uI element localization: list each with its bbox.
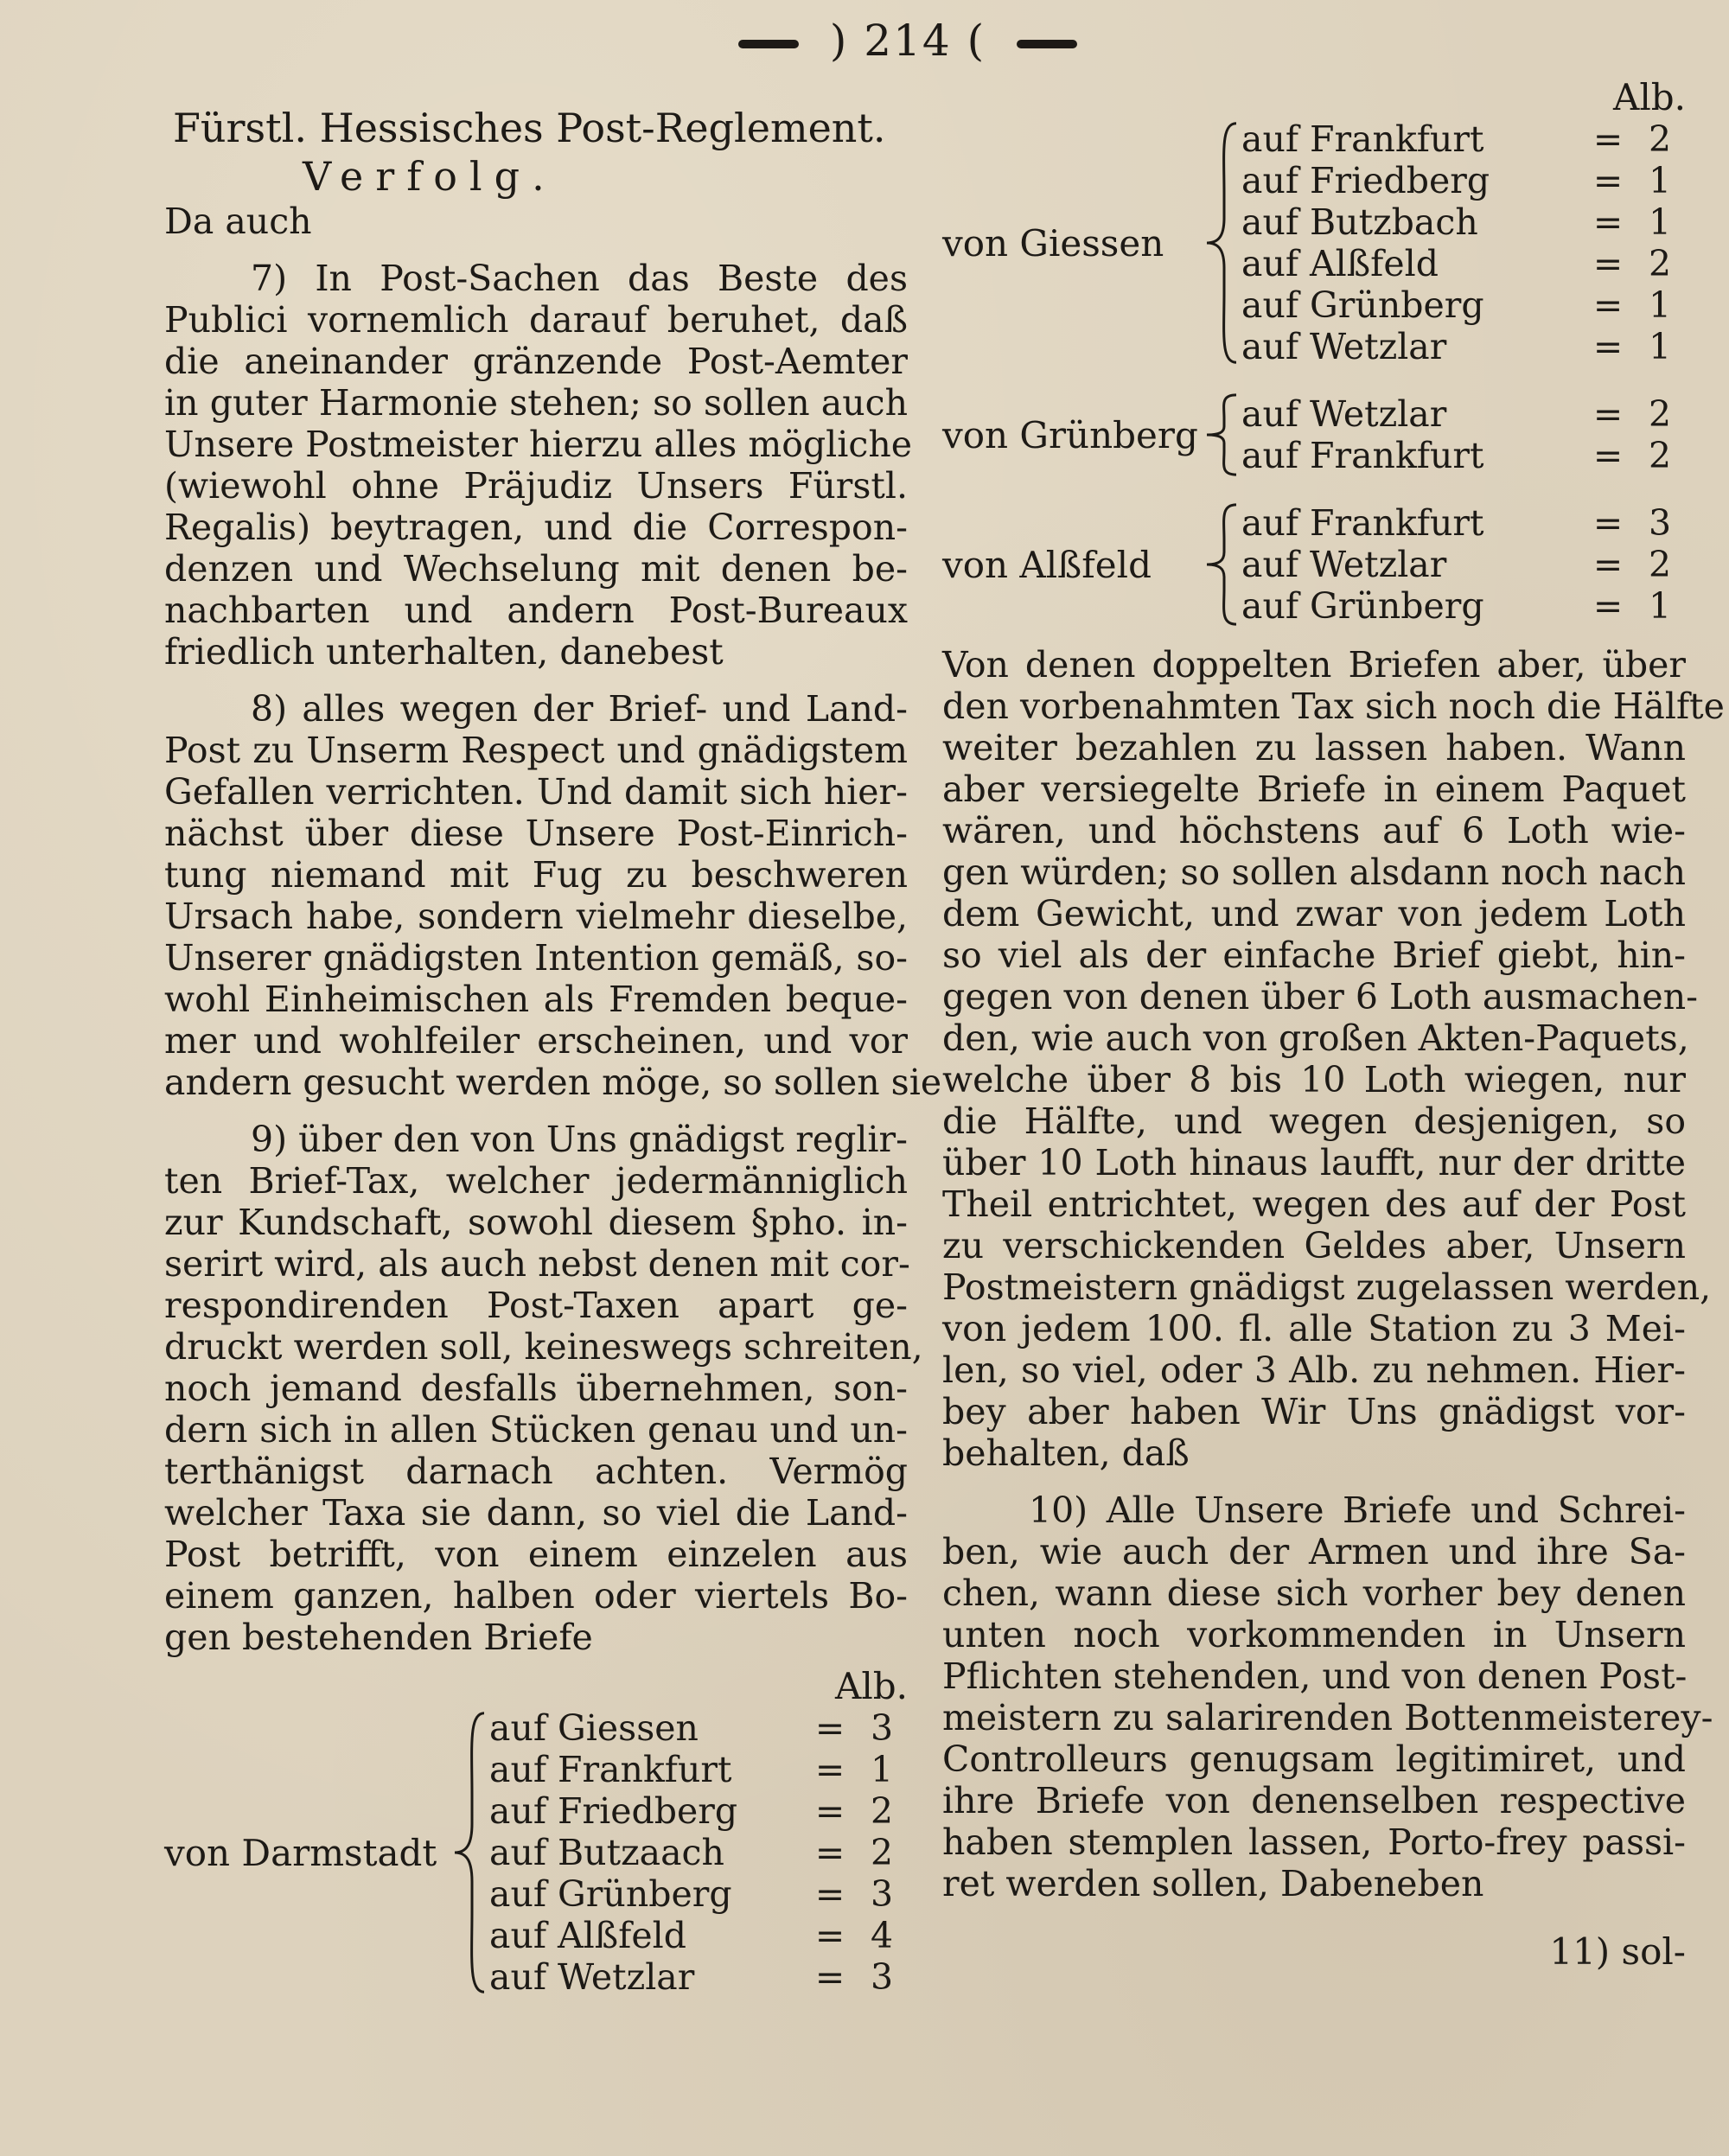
text-line: Regalis) beytragen, und die Correspon- — [164, 507, 908, 548]
text-line: Theil entrichtet, wegen des auf der Post — [942, 1183, 1686, 1225]
tariff-equals: = — [1592, 585, 1624, 627]
text-line: friedlich unterhalten, danebest — [164, 631, 724, 673]
tariff-destination: auf Grünberg — [489, 1873, 732, 1915]
tariff-equals: = — [814, 1832, 845, 1873]
text-line: Ursach habe, sondern vielmehr dieselbe, — [164, 896, 908, 937]
paragraph-gap — [164, 673, 908, 688]
tariff-origin: von Alßfeld — [942, 543, 1152, 586]
text-line: welcher Taxa sie dann, so viel die Land- — [164, 1492, 908, 1534]
text-line: die Hälfte, und wegen desjenigen, so — [942, 1100, 1686, 1142]
tariff-equals: = — [814, 1790, 845, 1832]
paragraph — [164, 688, 942, 1103]
tariff-row — [1241, 284, 1686, 326]
tariff-row — [1241, 243, 1686, 284]
text-line: weiter bezahlen zu lassen haben. Wann — [942, 727, 1686, 769]
text-line: Postmeistern gnädigst zugelassen werden, — [942, 1266, 1712, 1308]
tariff-brace — [1202, 502, 1241, 627]
text-line: (wiewohl ohne Präjudiz Unsers Fürstl. — [164, 465, 908, 507]
tariff-equals: = — [814, 1873, 845, 1915]
tariff-equals: = — [1592, 118, 1624, 160]
tariff-equals: = — [1592, 393, 1624, 435]
tariff-value: 3 — [870, 1956, 894, 1998]
text-line: Post zu Unserm Respect und gnädigstem — [164, 730, 908, 771]
right-column — [942, 76, 1725, 1973]
text-line: meistern zu salarirenden Bottenmeisterey- — [942, 1697, 1713, 1738]
left-column — [164, 104, 942, 1998]
text-line: über 10 Loth hinaus laufft, nur der dritte — [942, 1142, 1686, 1183]
tariff-equals: = — [1592, 160, 1624, 201]
tariff-origin: von Darmstadt — [164, 1831, 437, 1874]
catchword: 11) sol- — [1549, 1930, 1686, 1973]
tariff-equals: = — [814, 1749, 845, 1790]
tariff-value: 2 — [870, 1790, 894, 1832]
tariff-destination: auf Frankfurt — [1241, 118, 1484, 160]
tariff-destination: auf Alßfeld — [489, 1915, 686, 1956]
tariff-row — [1241, 435, 1686, 476]
tariff-destination: auf Giessen — [489, 1707, 699, 1749]
tariff-value: 2 — [1648, 544, 1672, 585]
tariff-destination: auf Grünberg — [1241, 284, 1484, 326]
text-line: chen, wann diese sich vorher bey denen — [942, 1572, 1686, 1614]
brace-icon — [450, 1707, 489, 1998]
text-line: bey aber haben Wir Uns gnädigst vor- — [942, 1391, 1686, 1432]
tariff-value: 3 — [870, 1873, 894, 1915]
tariff-gap — [942, 367, 1686, 393]
tariff-equals: = — [1592, 243, 1624, 284]
tariff-row — [1241, 585, 1686, 627]
text-line: len, so viel, oder 3 Alb. zu nehmen. Hier- — [942, 1349, 1686, 1391]
section-subtitle: Verfolg. — [303, 153, 557, 200]
paragraph-gap — [942, 1474, 1686, 1489]
text-line: unten noch vorkommenden in Unsern — [942, 1614, 1686, 1655]
text-line: Post betrifft, von einem einzelen aus — [164, 1534, 908, 1575]
text-line: Controlleurs genugsam legitimiret, und — [942, 1738, 1686, 1780]
text-line: so viel als der einfache Brief giebt, hin- — [942, 934, 1686, 976]
text-line: Da auch — [164, 201, 312, 242]
tariff-row — [1241, 201, 1686, 243]
tariff-equals: = — [1592, 502, 1624, 544]
text-line: denzen und Wechselung mit denen be- — [164, 548, 908, 590]
text-line: dem Gewicht, und zwar von jedem Loth — [942, 893, 1686, 934]
text-line: 9) über den von Uns gnädigst reglir- — [251, 1119, 908, 1160]
tariff-value: 1 — [1648, 585, 1672, 627]
text-line: tung niemand mit Fug zu beschweren — [164, 854, 908, 896]
paragraph — [164, 258, 913, 673]
page-number-dash-right — [1017, 40, 1077, 48]
text-line: Publici vornemlich darauf beruhet, daß — [164, 299, 908, 341]
paragraph — [164, 1119, 923, 1658]
tariff-brace — [450, 1707, 489, 1998]
brace-icon — [1202, 393, 1241, 476]
page-number-dash-left — [738, 40, 799, 48]
paragraph-gap — [164, 1103, 908, 1119]
tariff-destination: auf Friedberg — [489, 1790, 738, 1832]
tariff-row — [489, 1832, 908, 1873]
tariff-destination: auf Frankfurt — [1241, 502, 1484, 544]
tariff-equals: = — [1592, 284, 1624, 326]
page-number — [709, 16, 1107, 66]
paragraph — [942, 644, 1725, 1474]
tariff-equals: = — [1592, 326, 1624, 367]
text-line: noch jemand desfalls übernehmen, son- — [164, 1368, 908, 1409]
tariff-table-darmstadt — [164, 1707, 908, 1998]
tariff-destination: auf Wetzlar — [489, 1956, 695, 1998]
text-line: die aneinander gränzende Post-Aemter — [164, 341, 908, 382]
paragraph — [942, 1489, 1713, 1904]
tariff-unit-label: Alb. — [835, 1665, 908, 1707]
tariff-row — [1241, 160, 1686, 201]
text-line: Unsere Postmeister hierzu alles mögliche — [164, 424, 913, 465]
tariff-equals: = — [1592, 435, 1624, 476]
tariff-destination: auf Friedberg — [1241, 160, 1490, 201]
tariff-row — [1241, 326, 1686, 367]
text-line: welche über 8 bis 10 Loth wiegen, nur — [942, 1059, 1686, 1100]
brace-icon — [1202, 502, 1241, 627]
page-number-text: ) 214 ( — [829, 16, 986, 66]
tariff-rows — [489, 1707, 908, 1998]
tariff-gap — [942, 476, 1686, 502]
tariff-row — [1241, 393, 1686, 435]
tariff-value: 3 — [870, 1707, 894, 1749]
tariff-value: 4 — [870, 1915, 894, 1956]
text-line: respondirenden Post-Taxen apart ge- — [164, 1285, 908, 1326]
text-line: nachbarten und andern Post-Bureaux — [164, 590, 908, 631]
tariff-row — [1241, 118, 1686, 160]
tariff-value: 3 — [1648, 502, 1672, 544]
text-line: dern sich in allen Stücken genau und un- — [164, 1409, 908, 1451]
tariff-value: 1 — [1648, 160, 1672, 201]
paragraph — [164, 201, 908, 242]
tariff-destination: auf Wetzlar — [1241, 326, 1447, 367]
tariff-brace — [1202, 393, 1241, 476]
tariff-equals: = — [1592, 544, 1624, 585]
tariff-destination: auf Butzaach — [489, 1832, 724, 1873]
tariff-destination: auf Wetzlar — [1241, 544, 1447, 585]
text-line: in guter Harmonie stehen; so sollen auch — [164, 382, 908, 424]
section-title: Fürstl. Hessisches Post-Reglement. — [173, 105, 886, 151]
text-line: den, wie auch von großen Akten-Paquets, — [942, 1017, 1689, 1059]
text-line: wohl Einheimischen als Fremden beque- — [164, 979, 908, 1020]
text-line: behalten, daß — [942, 1432, 1190, 1474]
tariff-destination: auf Butzbach — [1241, 201, 1478, 243]
tariff-rows — [1241, 118, 1686, 367]
tariff-equals: = — [814, 1707, 845, 1749]
text-line: ret werden sollen, Dabeneben — [942, 1863, 1484, 1904]
text-line: terthänigst darnach achten. Vermög — [164, 1451, 908, 1492]
text-line: aber versiegelte Briefe in einem Paquet — [942, 769, 1686, 810]
text-line: ihre Briefe von denenselben respective — [942, 1780, 1686, 1821]
text-line: den vorbenahmten Tax sich noch die Hälfte — [942, 686, 1725, 727]
text-line: 7) In Post-Sachen das Beste des — [251, 258, 908, 299]
text-line: gegen von denen über 6 Loth ausmachen- — [942, 976, 1698, 1017]
text-line: Gefallen verrichten. Und damit sich hier- — [164, 771, 908, 813]
tariff-tables-right — [942, 118, 1686, 627]
tariff-brace — [1202, 118, 1241, 367]
text-line: gen bestehenden Briefe — [164, 1617, 593, 1658]
tariff-value: 2 — [1648, 243, 1672, 284]
tariff-block — [942, 393, 1686, 476]
tariff-destination: auf Grünberg — [1241, 585, 1484, 627]
tariff-row — [1241, 502, 1686, 544]
tariff-row — [489, 1707, 908, 1749]
tariff-value: 1 — [870, 1749, 894, 1790]
paragraph-gap — [164, 242, 908, 258]
text-line: wären, und höchstens auf 6 Loth wie- — [942, 810, 1686, 852]
tariff-block — [164, 1707, 908, 1998]
text-line: gen würden; so sollen alsdann noch nach — [942, 852, 1686, 893]
text-line: Pflichten stehenden, und von denen Post- — [942, 1655, 1688, 1697]
brace-icon — [1202, 118, 1241, 367]
tariff-row — [489, 1873, 908, 1915]
text-line: zur Kundschaft, sowohl diesem §pho. in- — [164, 1202, 908, 1243]
tariff-value: 2 — [870, 1832, 894, 1873]
tariff-unit-label: Alb. — [1613, 76, 1686, 118]
tariff-value: 1 — [1648, 201, 1672, 243]
tariff-value: 2 — [1648, 393, 1672, 435]
text-line: Unserer gnädigsten Intention gemäß, so- — [164, 937, 908, 979]
tariff-origin: von Giessen — [942, 221, 1164, 265]
tariff-block — [942, 118, 1686, 367]
text-line: 8) alles wegen der Brief- und Land- — [251, 688, 908, 730]
tariff-row — [489, 1790, 908, 1832]
tariff-destination: auf Frankfurt — [489, 1749, 732, 1790]
tariff-row — [489, 1956, 908, 1998]
right-text-body — [942, 644, 1725, 1904]
text-line: von jedem 100. fl. alle Station zu 3 Mei- — [942, 1308, 1686, 1349]
tariff-block — [942, 502, 1686, 627]
tariff-row — [489, 1749, 908, 1790]
text-line: ben, wie auch der Armen und ihre Sa- — [942, 1531, 1686, 1572]
tariff-row — [1241, 544, 1686, 585]
text-line: einem ganzen, halben oder viertels Bo- — [164, 1575, 908, 1617]
left-text-body — [164, 201, 942, 1658]
text-line: zu verschickenden Geldes aber, Unsern — [942, 1225, 1686, 1266]
tariff-destination: auf Wetzlar — [1241, 393, 1447, 435]
tariff-rows — [1241, 393, 1686, 476]
text-line: serirt wird, als auch nebst denen mit cor- — [164, 1243, 910, 1285]
tariff-row — [489, 1915, 908, 1956]
tariff-value: 2 — [1648, 435, 1672, 476]
tariff-value: 1 — [1648, 284, 1672, 326]
tariff-value: 1 — [1648, 326, 1672, 367]
text-line: druckt werden soll, keineswegs schreiten, — [164, 1326, 923, 1368]
text-line: andern gesucht werden möge, so sollen sie — [164, 1062, 942, 1103]
tariff-value: 2 — [1648, 118, 1672, 160]
tariff-rows — [1241, 502, 1686, 627]
text-line: 10) Alle Unsere Briefe und Schrei- — [1029, 1489, 1686, 1531]
text-line: haben stemplen lassen, Porto-frey passi- — [942, 1821, 1686, 1863]
tariff-equals: = — [1592, 201, 1624, 243]
text-line: nächst über diese Unsere Post-Einrich- — [164, 813, 908, 854]
text-line: mer und wohlfeiler erscheinen, und vor — [164, 1020, 908, 1062]
tariff-destination: auf Alßfeld — [1241, 243, 1439, 284]
text-line: ten Brief-Tax, welcher jedermänniglich — [164, 1160, 908, 1202]
tariff-equals: = — [814, 1956, 845, 1998]
tariff-destination: auf Frankfurt — [1241, 435, 1484, 476]
tariff-origin: von Grünberg — [942, 413, 1198, 456]
tariff-equals: = — [814, 1915, 845, 1956]
text-line: Von denen doppelten Briefen aber, über — [942, 644, 1686, 686]
